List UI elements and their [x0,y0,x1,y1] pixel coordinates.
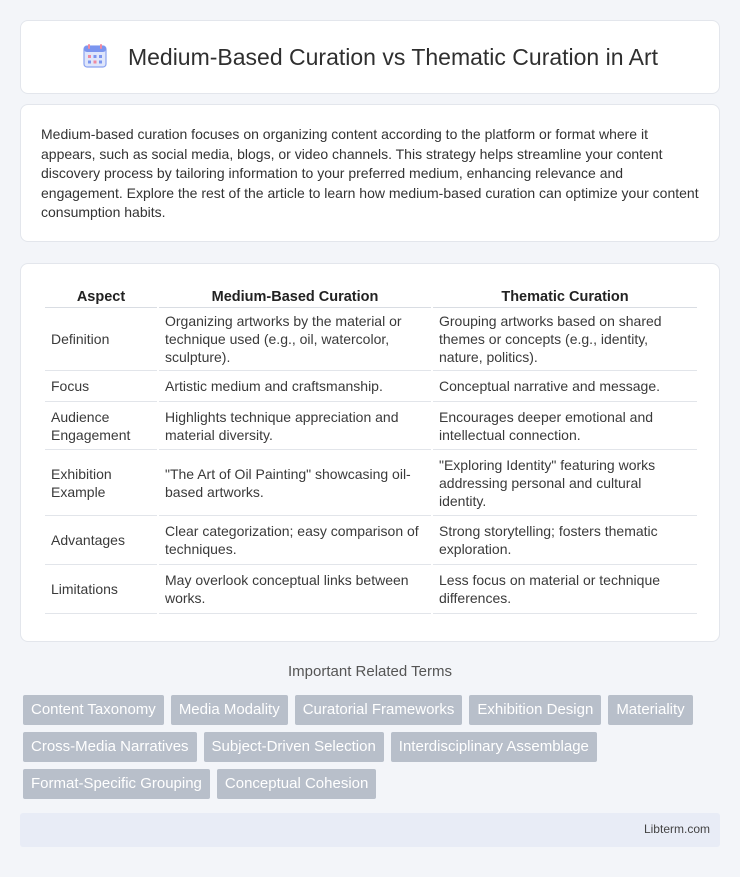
table-row [45,565,697,614]
related-term-tag[interactable]: Materiality [608,695,692,725]
table-cell: Strong storytelling; fosters thematic exploration. [433,516,697,565]
table-cell: Artistic medium and craftsmanship. [159,371,431,402]
related-term-tag[interactable]: Curatorial Frameworks [295,695,463,725]
column-header-medium: Medium-Based Curation [159,282,431,308]
table-cell: Advantages [45,516,157,565]
table-cell: Highlights technique appreciation and material diversity. [159,402,431,450]
table-cell: Clear categorization; easy comparison of techniques. [159,516,431,565]
intro-text: Medium-based curation focuses on organizing content according to the platform or format where it appears, such as social media, blogs, or video channels. This strategy helps streamline your content discovery process by tailoring information to your preferred medium, enhancing relevance and engagement. Explore the rest of the article to learn how medium-based curation can optimize your content consumption habits. [41,126,699,220]
column-header-thematic: Thematic Curation [433,282,697,308]
table-row [45,308,697,371]
table-cell: Audience Engagement [45,402,157,450]
table-cell: Exhibition Example [45,450,157,516]
table-row [45,516,697,565]
table-cell: Grouping artworks based on shared themes or concepts (e.g., identity, nature, politics). [433,308,697,371]
related-term-tag[interactable]: Subject-Driven Selection [204,732,384,762]
table-cell: "Exploring Identity" featuring works addressing personal and cultural identity. [433,450,697,516]
related-term-tag[interactable]: Interdisciplinary Assemblage [391,732,597,762]
table-cell: "The Art of Oil Painting" showcasing oil-based artworks. [159,450,431,516]
comparison-table-card [20,263,720,642]
table-cell: Organizing artworks by the material or technique used (e.g., oil, watercolor, sculpture). [159,308,431,371]
page-title: Medium-Based Curation vs Thematic Curation in Art [127,43,659,70]
related-term-tag[interactable]: Conceptual Cohesion [217,769,376,799]
table-cell: Less focus on material or technique differences. [433,565,697,614]
table-cell: Definition [45,308,157,371]
related-terms-title: Important Related Terms [288,663,452,680]
intro-card [20,104,720,242]
column-header-aspect: Aspect [45,282,157,308]
table-row [45,371,697,402]
related-term-tag[interactable]: Cross-Media Narratives [23,732,197,762]
related-term-tag[interactable]: Exhibition Design [469,695,601,725]
comparison-table [43,282,699,614]
table-cell: May overlook conceptual links between works. [159,565,431,614]
table-cell: Limitations [45,565,157,614]
table-row [45,402,697,450]
related-term-tag[interactable]: Content Taxonomy [23,695,164,725]
related-term-tag[interactable]: Media Modality [171,695,288,725]
calendar-grid-icon [82,43,108,69]
footer [20,813,720,847]
table-cell: Conceptual narrative and message. [433,371,697,402]
table-header-row [45,282,697,308]
table-cell: Focus [45,371,157,402]
table-cell: Encourages deeper emotional and intellectual connection. [433,402,697,450]
footer-brand-link[interactable]: Libterm.com [643,822,710,836]
related-term-tag[interactable]: Format-Specific Grouping [23,769,210,799]
title-card [20,20,720,94]
related-terms-list [23,695,723,806]
table-row [45,450,697,516]
